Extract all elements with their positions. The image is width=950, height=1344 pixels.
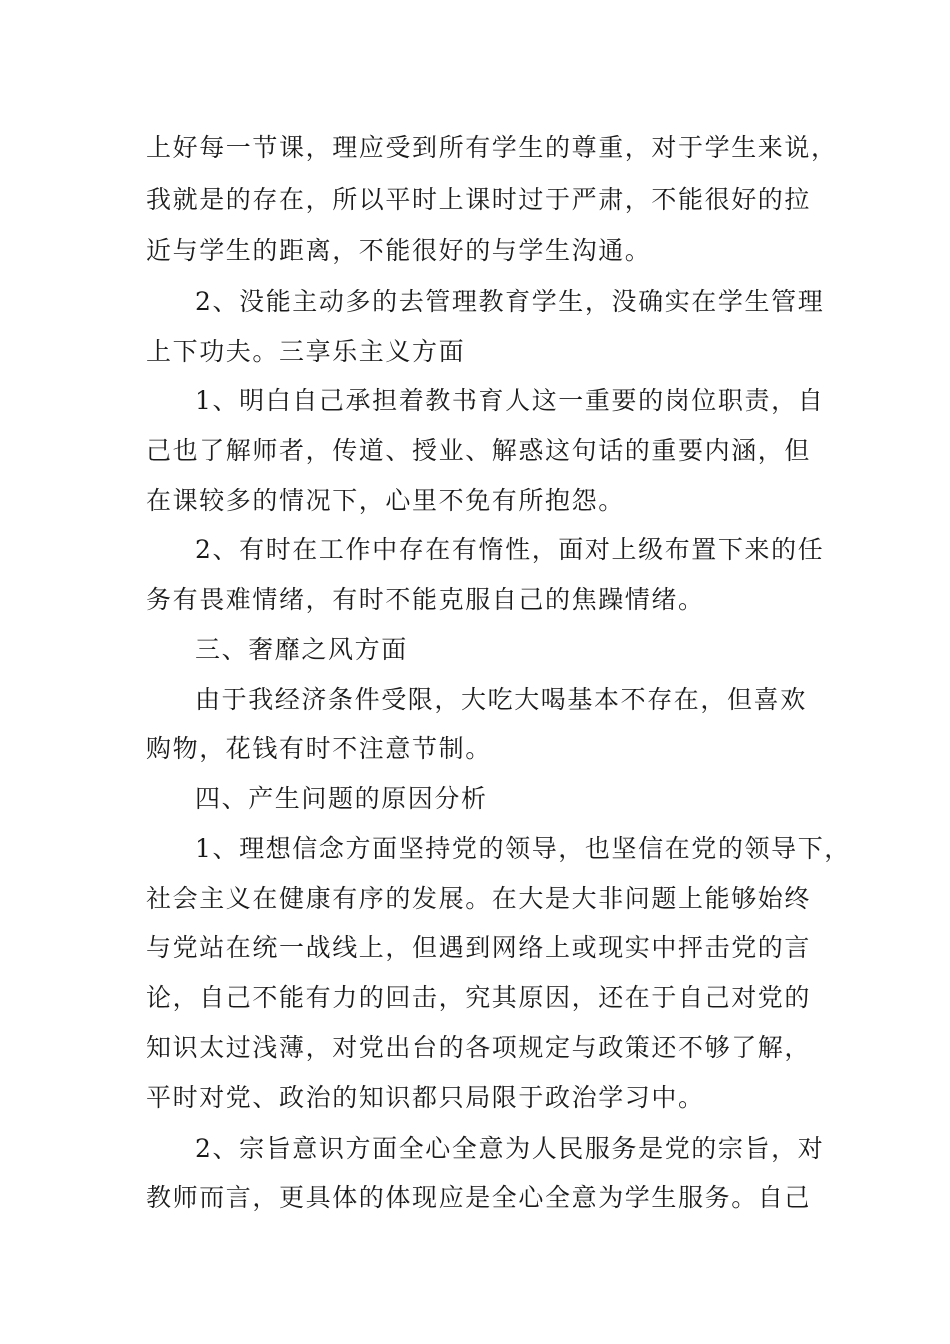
text-line-2: 我就是的存在，所以平时上课时过于严肃，不能很好的拉 [146,185,812,214]
text-line-13: 购物，花钱有时不注意节制。 [146,734,492,763]
text-line-12: 由于我经济条件受限，大吃大喝基本不存在，但喜欢 [195,685,807,714]
section-heading-luxury: 三、奢靡之风方面 [195,635,408,664]
text-line-16: 社会主义在健康有序的发展。在大是大非问题上能够始终 [146,884,812,913]
text-line-17: 与党站在统一战线上，但遇到网络上或现实中抨击党的言 [146,933,812,962]
section-heading-analysis: 四、产生问题的原因分析 [195,784,488,813]
text-line-7: 己也了解师者，传道、授业、解惑这句话的重要内涵，但 [146,436,812,465]
text-line-20: 平时对党、政治的知识都只局限于政治学习中。 [146,1083,705,1112]
text-line-15: 1、理想信念方面坚持党的领导，也坚信在党的领导下， [195,834,851,863]
text-line-4: 2、没能主动多的去管理教育学生，没确实在学生管理 [195,287,825,316]
text-line-18: 论，自己不能有力的回击，究其原因，还在于自己对党的 [146,983,812,1012]
text-line-8: 在课较多的情况下，心里不免有所抱怨。 [146,486,625,515]
text-line-19: 知识太过浅薄，对党出台的各项规定与政策还不够了解， [146,1033,812,1062]
text-line-1: 上好每一节课，理应受到所有学生的尊重，对于学生来说， [146,133,838,162]
text-line-21: 2、宗旨意识方面全心全意为人民服务是党的宗旨，对 [195,1134,825,1163]
text-line-22: 教师而言，更具体的体现应是全心全意为学生服务。自己 [146,1183,812,1212]
text-line-3: 近与学生的距离，不能很好的与学生沟通。 [146,236,652,265]
text-line-9: 2、有时在工作中存在有惰性，面对上级布置下来的任 [195,535,825,564]
text-line-10: 务有畏难情绪，有时不能克服自己的焦躁情绪。 [146,585,705,614]
text-line-5: 上下功夫。三享乐主义方面 [146,337,466,366]
text-line-6: 1、明白自己承担着教书育人这一重要的岗位职责，自 [195,386,825,415]
